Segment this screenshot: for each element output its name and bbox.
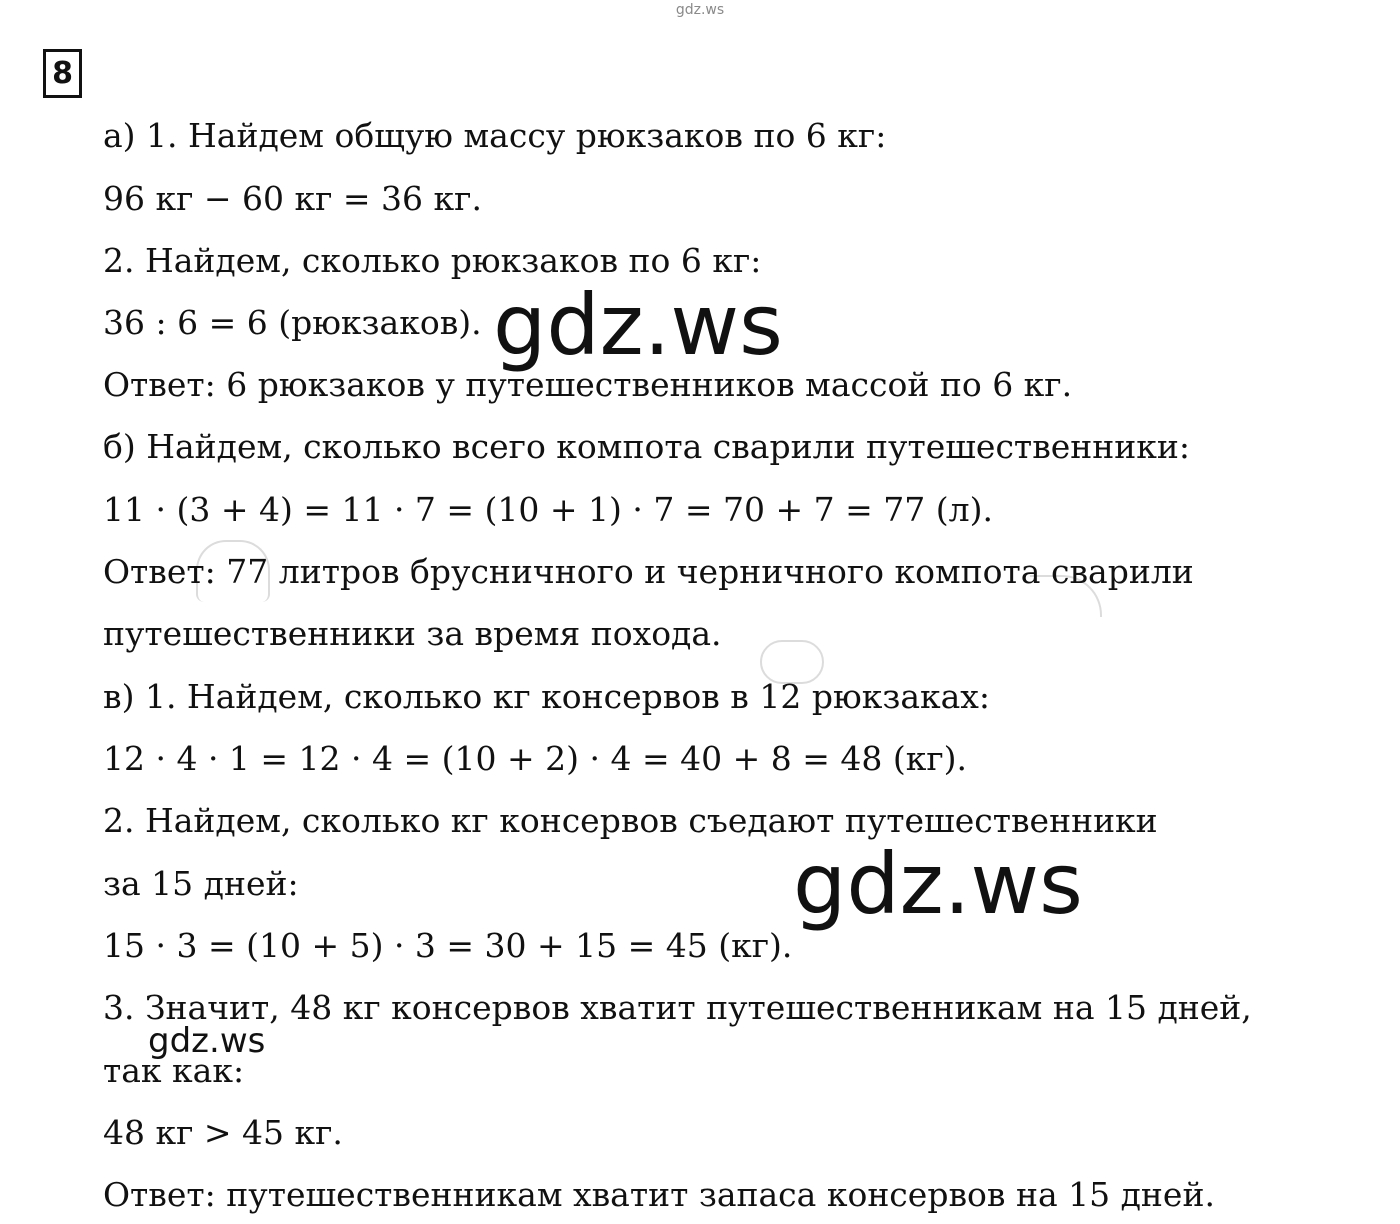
answer-line: Ответ: путешественникам хватит запаса консервов на 15 дней. bbox=[103, 1175, 1215, 1214]
solution-line: 2. Найдем, сколько кг консервов съедают путешественники bbox=[103, 801, 1158, 840]
solution-line: 12 · 4 · 1 = 12 · 4 = (10 + 2) · 4 = 40 + 8 = 48 (кг). bbox=[103, 739, 967, 778]
solution-line: 36 : 6 = 6 (рюкзаков). bbox=[103, 303, 482, 342]
solution-line: в) 1. Найдем, сколько кг консервов в 12 рюкзаках: bbox=[103, 677, 991, 716]
answer-line: Ответ: 77 литров брусничного и черничного компота сварили bbox=[103, 552, 1194, 591]
site-watermark: gdz.ws bbox=[148, 1021, 266, 1061]
solution-line: а) 1. Найдем общую массу рюкзаков по 6 кг: bbox=[103, 116, 887, 155]
solution-line: 2. Найдем, сколько рюкзаков по 6 кг: bbox=[103, 241, 762, 280]
answer-line: Ответ: 6 рюкзаков у путешественников массой по 6 кг. bbox=[103, 365, 1073, 404]
site-watermark: gdz.ws bbox=[493, 276, 783, 374]
solution-line: 48 кг > 45 кг. bbox=[103, 1113, 343, 1152]
solution-line: 3. Значит, 48 кг консервов хватит путешественникам на 15 дней, bbox=[103, 988, 1252, 1027]
solution-line: б) Найдем, сколько всего компота сварили путешественники: bbox=[103, 427, 1191, 466]
solution-line: за 15 дней: bbox=[103, 864, 299, 903]
solution-line: 11 · (3 + 4) = 11 · 7 = (10 + 1) · 7 = 70 + 7 = 77 (л). bbox=[103, 490, 993, 529]
task-number-badge: 8 bbox=[43, 49, 82, 98]
solution-line: 96 кг − 60 кг = 36 кг. bbox=[103, 179, 482, 218]
site-watermark-top: gdz.ws bbox=[675, 2, 725, 18]
solution-line: так как: bbox=[103, 1051, 245, 1090]
solution-line: 15 · 3 = (10 + 5) · 3 = 30 + 15 = 45 (кг). bbox=[103, 926, 793, 965]
answer-line: путешественники за время похода. bbox=[103, 614, 722, 653]
site-watermark: gdz.ws bbox=[793, 835, 1083, 933]
